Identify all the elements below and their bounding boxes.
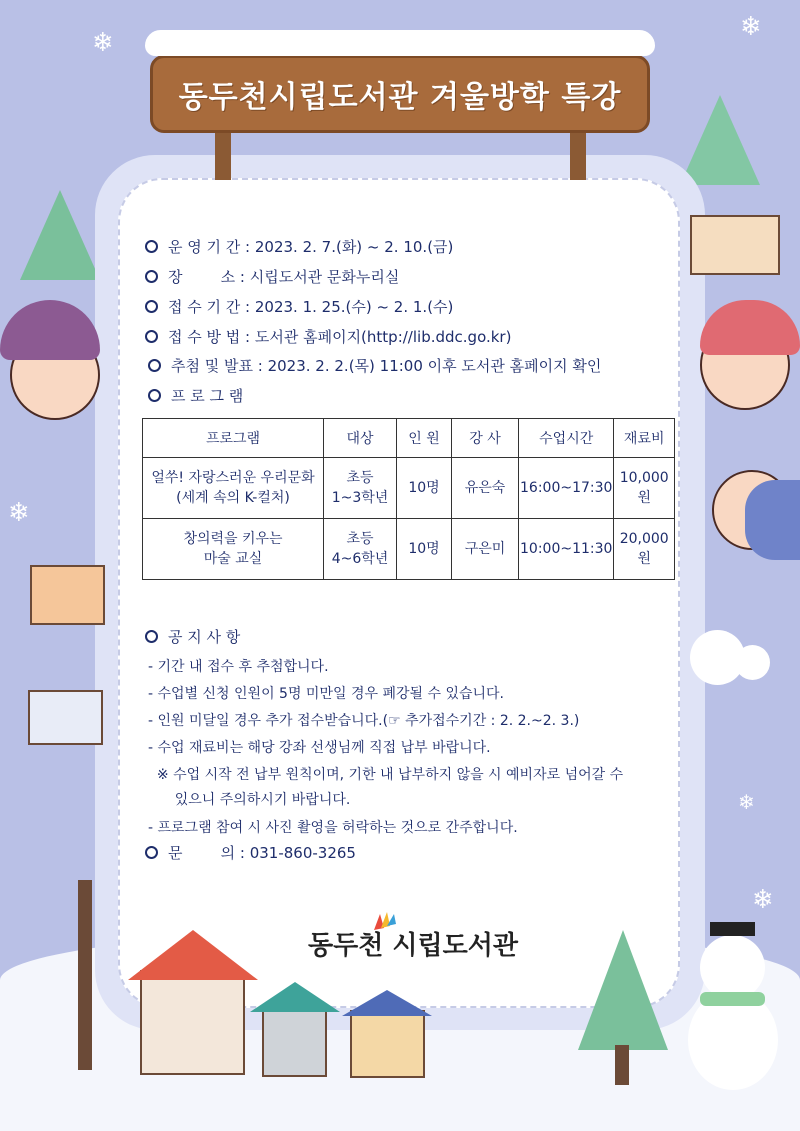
- snowflake-icon: ❄: [740, 12, 762, 42]
- info-place: 장 소 : 시립도서관 문화누리실: [145, 266, 399, 287]
- cell-count: 10명: [397, 519, 452, 580]
- info-announcement: 추첨 및 발표 : 2023. 2. 2.(목) 11:00 이후 도서관 홈페이지 확인: [148, 355, 601, 376]
- program-table: [142, 418, 675, 580]
- tree-icon: [680, 95, 760, 185]
- snowflake-icon: ❄: [92, 28, 114, 58]
- notice-heading: 공 지 사 항: [145, 626, 240, 647]
- snowman-scarf: [700, 992, 765, 1006]
- library-logo: 동두천 시립도서관: [308, 931, 518, 961]
- header-instructor: 강 사: [452, 419, 519, 458]
- title-sign: [150, 55, 650, 133]
- table-row: [143, 519, 675, 580]
- notice-item: - 인원 미달일 경우 추가 접수받습니다.(☞ 추가접수기간 : 2. 2.~2. 3.): [148, 713, 580, 729]
- header-program: 프로그램: [143, 419, 324, 458]
- notice-item: ※ 수업 시작 전 납부 원칙이며, 기한 내 납부하지 않을 시 예비자로 넘어갈 수: [148, 767, 624, 783]
- info-registration-method: 접 수 방 법 : 도서관 홈페이지(http://lib.ddc.go.kr): [145, 326, 511, 347]
- header-count: 인 원: [397, 419, 452, 458]
- cell-target: 초등 4~6학년: [324, 519, 397, 580]
- snowflake-icon: ❄: [8, 498, 30, 528]
- child-hat: [0, 300, 100, 360]
- bare-tree-icon: [78, 880, 92, 1070]
- cell-target: 초등 1~3학년: [324, 458, 397, 519]
- tree-trunk: [615, 1045, 629, 1085]
- child-hat: [745, 480, 800, 560]
- house-icon: [350, 1010, 425, 1078]
- tree-icon: [20, 190, 100, 280]
- house-icon: [30, 565, 105, 625]
- cell-instructor: 유은숙: [452, 458, 519, 519]
- house-icon: [28, 690, 103, 745]
- page-title: 동두천시립도서관 겨울방학 특강: [178, 80, 622, 115]
- cell-time: 16:00~17:30: [519, 458, 614, 519]
- header-time: 수업시간: [519, 419, 614, 458]
- header-target: 대상: [324, 419, 397, 458]
- snowman-hat: [710, 922, 755, 936]
- snowflake-icon: ❄: [752, 885, 774, 915]
- house-icon: [690, 215, 780, 275]
- tree-icon: [578, 930, 668, 1050]
- header-fee: 재료비: [614, 419, 675, 458]
- notice-item: - 수업별 신청 인원이 5명 미만일 경우 폐강될 수 있습니다.: [148, 686, 504, 702]
- info-period: 운 영 기 간 : 2023. 2. 7.(화) ~ 2. 10.(금): [145, 236, 453, 257]
- snowman-head: [700, 935, 765, 1000]
- house-icon: [262, 1005, 327, 1077]
- snowflake-icon: ❄: [738, 790, 755, 814]
- cell-instructor: 구은미: [452, 519, 519, 580]
- info-registration-period: 접 수 기 간 : 2023. 1. 25.(수) ~ 2. 1.(수): [145, 296, 453, 317]
- cell-time: 10:00~11:30: [519, 519, 614, 580]
- notice-item: - 프로그램 참여 시 사진 촬영을 허락하는 것으로 간주합니다.: [148, 820, 518, 836]
- cell-fee: 10,000원: [614, 458, 675, 519]
- notice-item: - 수업 재료비는 해당 강좌 선생님께 직접 납부 바랍니다.: [148, 740, 491, 756]
- house-icon: [140, 970, 245, 1075]
- notice-item: - 기간 내 접수 후 추첨합니다.: [148, 659, 329, 675]
- cell-program: 얼쑤! 자랑스러운 우리문화 (세계 속의 K-컬처): [143, 458, 324, 519]
- cell-fee: 20,000원: [614, 519, 675, 580]
- snowman-head: [735, 645, 770, 680]
- table-row: [143, 458, 675, 519]
- child-hat: [700, 300, 800, 355]
- cell-program: 창의력을 키우는 마술 교실: [143, 519, 324, 580]
- program-heading: 프 로 그 램: [148, 385, 243, 406]
- notice-item: 있으니 주의하시기 바랍니다.: [148, 792, 351, 808]
- contact-line: 문 의 : 031-860-3265: [145, 842, 356, 863]
- table-header-row: [143, 419, 675, 458]
- cell-count: 10명: [397, 458, 452, 519]
- sign-snow: [145, 30, 655, 56]
